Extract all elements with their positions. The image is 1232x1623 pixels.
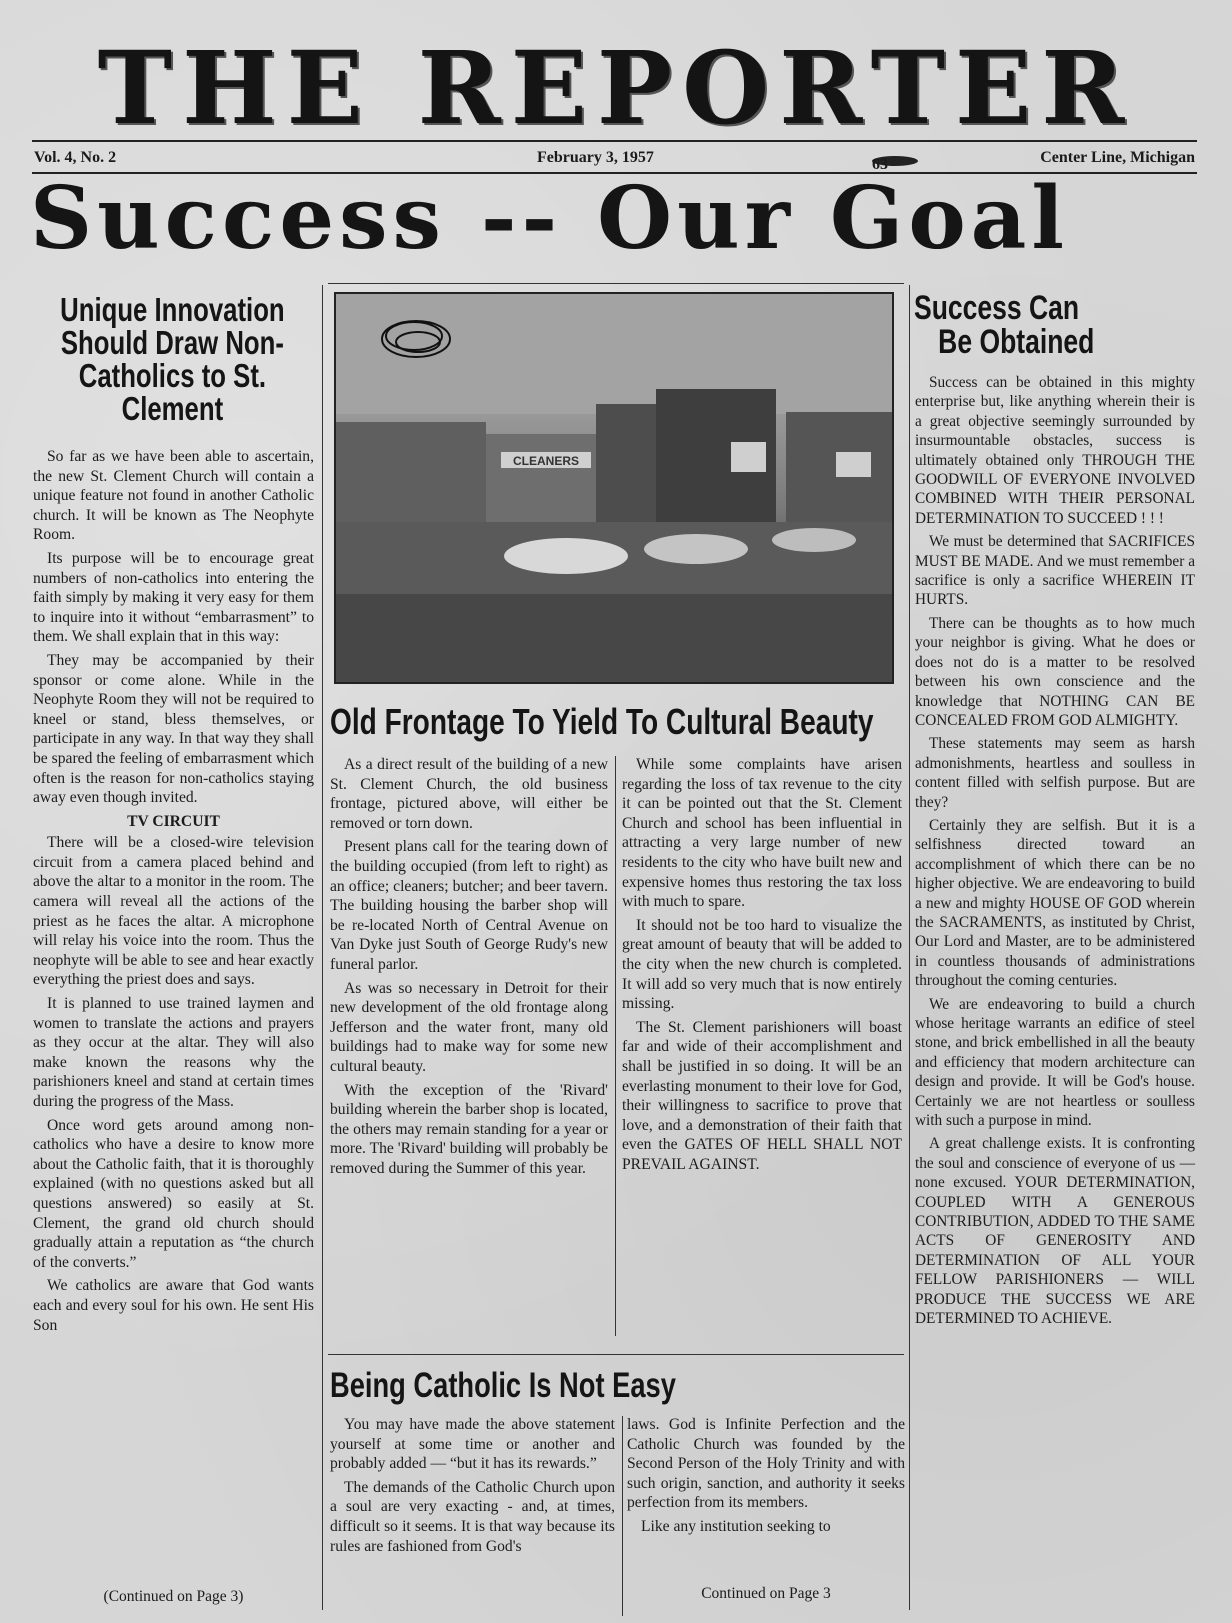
continued-note: (Continued on Page 3) [103,1588,244,1605]
place-of-publication: Center Line, Michigan [1040,149,1195,166]
column-rule [622,1416,623,1616]
left-article-title: Unique Innovation Should Draw Non- Catholics to St. Clement [60,291,285,427]
right-article-title: Success Can Be Obtained [914,289,1095,361]
bottom-article-col2: laws. God is Infinite Perfection and the Catholic Church was founded by the Second Person of the Holy Trinity and with such origin, sanction, and authority it seeks perfection from its members. Like any institution seeking to [627,1416,905,1535]
street-photo [334,292,894,684]
bottom-article-col1: You may have made the above statement yourself at some time or another and probably added — “but it has its rewards.” The demands of the Catholic Church upon a soul are very exacting - and, at times, difficult so it seems. It is that way because its rules are fashioned from God's [330,1416,615,1555]
column-rule [322,285,323,1610]
center-article-title: Old Frontage To Yield To Cultural Beauty [330,701,874,742]
dateline: Vol. 4, No. 2 February 3, 1957 63 Center Line, Michigan [32,140,1197,174]
photo-cleaners-sign: CLEANERS [512,454,580,468]
column-rule [615,756,616,1336]
issue-date: February 3, 1957 [537,149,654,166]
subhead-tv-circuit: TV CIRCUIT [127,812,220,830]
left-article-body: So far as we have been able to ascertain, the new St. Clement Church will contain a unique feature not found in another Catholic church. It will be known as The Neophyte Room. Its purpose will be to encourage great numbers of non-catholics into entering the faith simply by making it very easy for them to inquire into it without “embarrasment” to them. We shall explain that in this way: They may be accompanied by their sponsor or come alone. While in the Neophyte Room they will not be required to kneel or stand, bless themselves, or participate in any way. In that way they shall be spared the feeling of embarrasment which often is the reason for non-catholics staying away even though invited. TV CIRCUIT There will be a closed-wire television circuit from a camera placed behind and above the altar to a monitor in the room. The camera will reveal all the actions of the priest as he faces the altar. A microphone will relay his voice into the room. Thus the neophyte will be able to see and hear exactly everything the priest does and says. It is planned to use trained laymen and women to translate the actions and prayers as they occur at the altar. They will also make known the reasons why the parishioners kneel and stand at certain times during the progress of the Mass. Once word gets around among non-catholics who have a desire to know more about the Catholic faith, that it is thoroughly explained (with no questions asked but all questions answered) so easily at St. Clement, the grand old church should gradually attain a reputation as “the church of the converts.” We catholics are aware that God wants each and every soul for his own. He sent His Son [33,448,314,1334]
center-article-col1: As a direct result of the building of a new St. Clement Church, the old business frontage, pictured above, will either be removed or torn down. Present plans call for the tearing down of the building occupied (from left to right) as an office; cleaners; butcher; and beer tavern. The building housing the barber shop will be re-located North of Central Avenue on Van Dyke just South of George Rudy's new funeral parlor. As was so necessary in Detroit for their new development of the old frontage along Jefferson and the water front, many old buildings had to make way for some new cultural beauty. With the exception of the 'Rivard' building wherein the barber shop is located, the others may remain standing for a year or more. The 'Rivard' building will probably be removed during the Summer of this year. [330,756,608,1177]
right-article-body: Success can be obtained in this mighty enterprise but, like anything wherein their is a great objective seemingly surrounded by insurmountable obstacles, success is ultimately obtained only THROUGH THE GOODWILL OF EVERYONE INVOLVED COMBINED WITH THEIR PERSONAL DETERMINATION TO SUCCEED ! ! ! We must be determined that SACRIFICES MUST BE MADE. And we must remember a sacrifice is only a sacrifice WHEREIN IT HURTS. There can be thoughts as to how much your neighbor is giving. What he does or does not do is a matter to be resolved between his own conscience and the knowledge that NOTHING CAN BE CONCEALED FROM GOD ALMIGHTY. These statements may seem as harsh admonishments, heartless and soulless in content filled with selfish purpose. But are they? Certainly they are selfish. But it is a selfishness directed toward an accomplishment of which there can be no higher objective. We are endeavoring to build a new and mighty HOUSE OF GOD wherein the SACRAMENTS, as instituted by Christ, Our Lord and Master, are to be administered in countless thousands of administrations throughout the coming centuries. We are endeavoring to build a church whose heritage warrants an edifice of steel stone, and brick embellished in all the beauty and efficiency that modern architecture can design and provide. It will be God's house. Certainly we are not heartless or soulless with such a purpose in mind. A great challenge exists. It is confronting the soul and conscience of everyone of us — none excused. YOUR DETERMINATION, COUPLED WITH A GENEROUS CONTRIBUTION, ADDED TO THE SAME ACTS OF GENEROSITY AND DETERMINATION OF ALL YOUR FELLOW PARISHIONERS — WILL PRODUCE THE SUCCESS WE ARE DETERMINED TO ACHIEVE. [915,374,1195,1328]
section-rule [328,283,904,284]
bottom-continued-note: Continued on Page 3 [701,1585,831,1602]
main-headline: Success -- Our Goal [30,168,1070,269]
storefront-illustration [336,294,894,684]
bottom-article-title: Being Catholic Is Not Easy [330,1366,676,1405]
center-article-col2: While some complaints have arisen regarding the loss of tax revenue to the city it can be pointed out that the St. Clement Church and school has been influential in attracting a very large number of new residents to the city who have built new and expensive homes thus restoring the tax loss with much to spare. It should not be too hard to visualize the great amount of beauty that will be added to the city when the new church is completed. It will add so very much that is now entirely missing. The St. Clement parishioners will boast far and wide of their accomplishment and shall be justified in so doing. It will be an everlasting monument to their love for God, their willingness to sacrifice to prove that love, and a demonstration of their faith that even the GATES OF HELL SHALL NOT PREVAIL AGAINST. [622,756,902,1173]
section-rule [328,1354,904,1355]
volume-number: Vol. 4, No. 2 [34,149,117,166]
masthead-title: THE REPORTER [97,29,1135,147]
column-rule [909,285,910,1610]
